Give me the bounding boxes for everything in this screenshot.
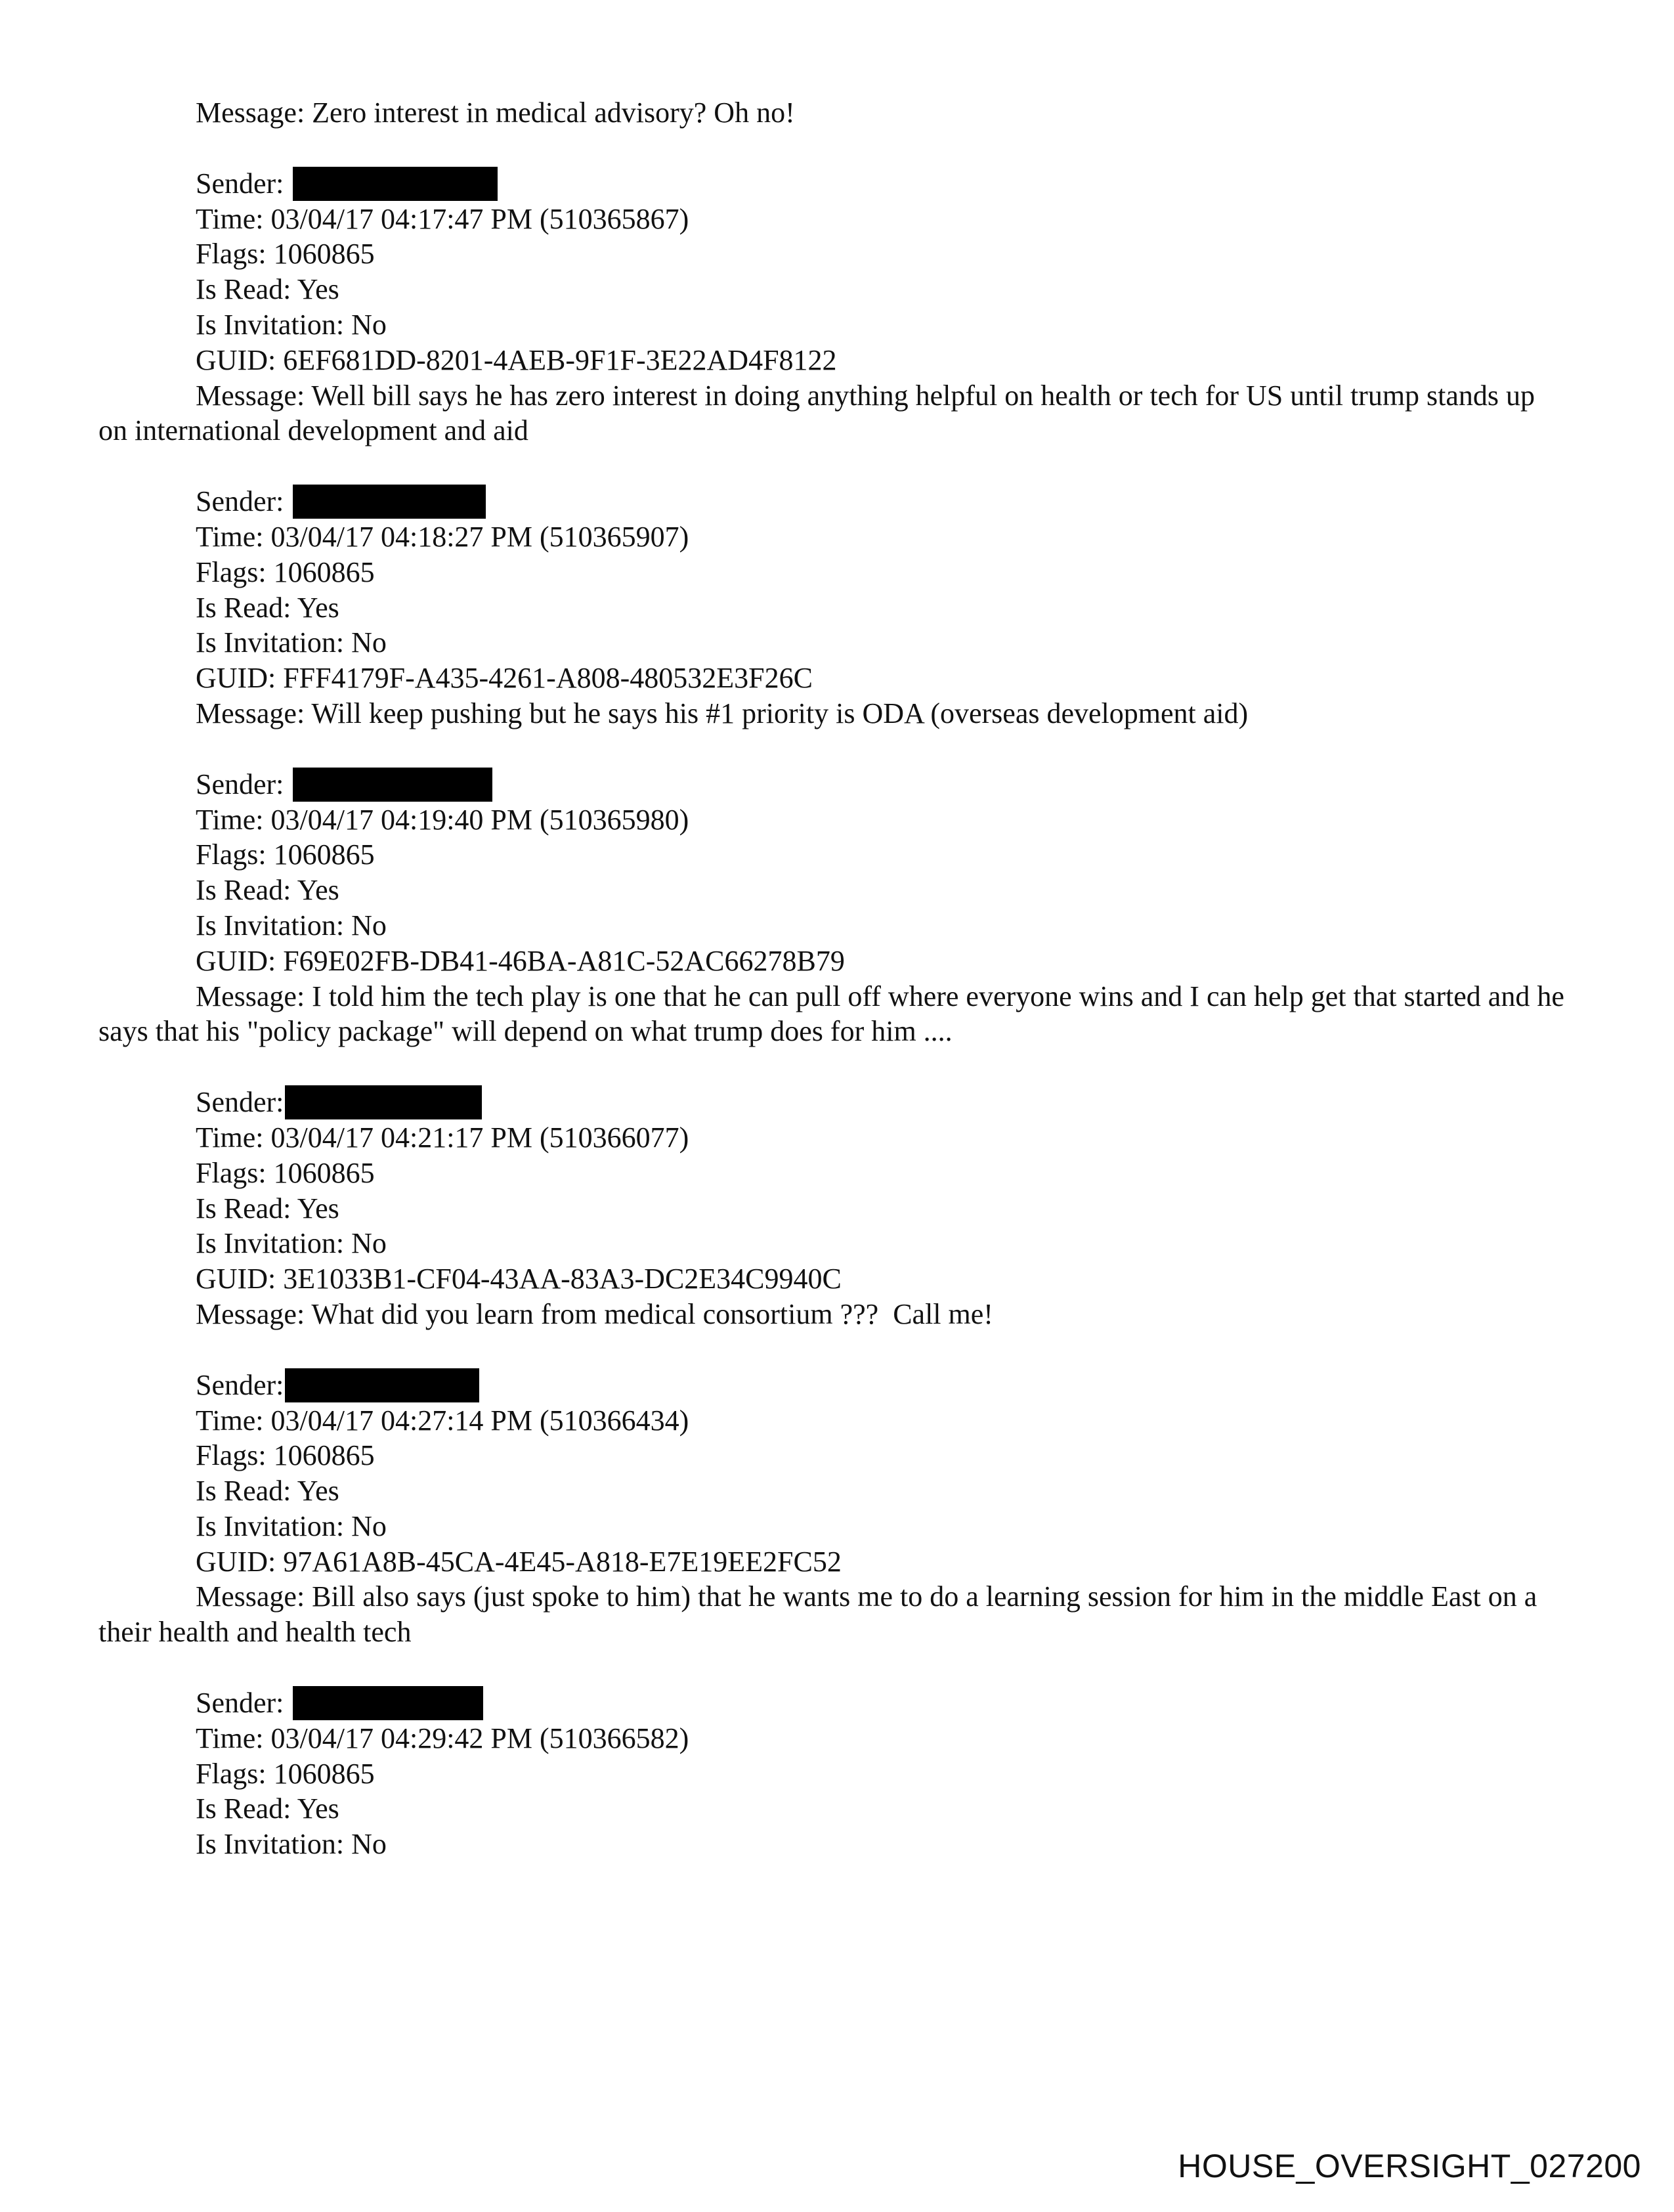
message-record [98,1685,1569,1862]
redaction-block [293,768,492,802]
sender-line [196,767,1569,802]
message-log [98,95,1569,1862]
message-text: Message: Bill also says (just spoke to him) that he wants me to do a learning session for him in the middle East on a their health and health tech [98,1580,1537,1649]
message-text: Message: What did you learn from medical consortium ??? Call me! [196,1297,993,1330]
record-spacer [98,1049,1569,1085]
redaction-block [285,1368,479,1402]
is-read-line: Is Read: Yes [196,1475,339,1507]
is-read-line: Is Read: Yes [196,273,339,306]
message-text: Message: I told him the tech play is one that he can pull off where everyone wins and I can help get that started and he says that his "policy package" will depend on what trump does for him .... [98,980,1564,1048]
is-invitation-line: Is Invitation: No [196,1227,387,1260]
record-spacer [98,1650,1569,1685]
record-spacer [98,731,1569,767]
sender-label: Sender: [196,768,284,800]
time-line: Time: 03/04/17 04:17:47 PM (510365867) [196,202,689,235]
redaction-block [293,1686,483,1720]
message-text: Message: Zero interest in medical advisory? Oh no! [196,97,795,129]
bates-number: HOUSE_OVERSIGHT_027200 [1178,2148,1641,2184]
record-spacer [98,131,1569,166]
message-record [98,767,1569,1049]
is-invitation-line: Is Invitation: No [196,308,387,341]
sender-line [196,1085,1569,1120]
redaction-block [293,167,498,201]
sender-label: Sender: [196,1086,284,1119]
time-line: Time: 03/04/17 04:29:42 PM (510366582) [196,1722,689,1754]
message-text: Message: Will keep pushing but he says his #1 priority is ODA (overseas development aid) [196,697,1249,729]
flags-line: Flags: 1060865 [196,555,375,588]
message-record [98,166,1569,448]
time-line: Time: 03/04/17 04:27:14 PM (510366434) [196,1404,689,1437]
is-invitation-line: Is Invitation: No [196,1828,387,1861]
sender-label: Sender: [196,1687,284,1720]
time-line: Time: 03/04/17 04:21:17 PM (510366077) [196,1121,689,1154]
is-read-line: Is Read: Yes [196,1792,339,1825]
guid-line: GUID: 6EF681DD-8201-4AEB-9F1F-3E22AD4F8122 [196,343,837,376]
is-read-line: Is Read: Yes [196,591,339,624]
is-invitation-line: Is Invitation: No [196,1509,387,1542]
is-invitation-line: Is Invitation: No [196,909,387,942]
sender-line [196,166,1569,202]
is-invitation-line: Is Invitation: No [196,626,387,659]
sender-line [196,484,1569,519]
is-read-line: Is Read: Yes [196,874,339,907]
redaction-block [293,485,486,519]
message-record [98,1368,1569,1650]
time-line: Time: 03/04/17 04:19:40 PM (510365980) [196,803,689,836]
flags-line: Flags: 1060865 [196,238,375,271]
sender-label: Sender: [196,167,284,200]
sender-label: Sender: [196,485,284,518]
record-spacer [98,1332,1569,1368]
flags-line: Flags: 1060865 [196,1439,375,1472]
time-line: Time: 03/04/17 04:18:27 PM (510365907) [196,520,689,553]
guid-line: GUID: F69E02FB-DB41-46BA-A81C-52AC66278B79 [196,944,845,977]
flags-line: Flags: 1060865 [196,1156,375,1189]
record-spacer [98,448,1569,484]
message-record [98,1085,1569,1332]
is-read-line: Is Read: Yes [196,1192,339,1225]
message-record [98,484,1569,731]
message-text: Message: Well bill says he has zero interest in doing anything helpful on health or tech for US until trump stands up on international development and aid [98,379,1535,447]
flags-line: Flags: 1060865 [196,1757,375,1790]
guid-line: GUID: 97A61A8B-45CA-4E45-A818-E7E19EE2FC52 [196,1545,842,1578]
guid-line: GUID: FFF4179F-A435-4261-A808-480532E3F26C [196,662,813,695]
sender-line [196,1685,1569,1721]
flags-line: Flags: 1060865 [196,838,375,871]
redaction-block [285,1085,482,1119]
guid-line: GUID: 3E1033B1-CF04-43AA-83A3-DC2E34C9940C [196,1263,842,1295]
sender-line [196,1368,1569,1403]
sender-label: Sender: [196,1368,284,1401]
